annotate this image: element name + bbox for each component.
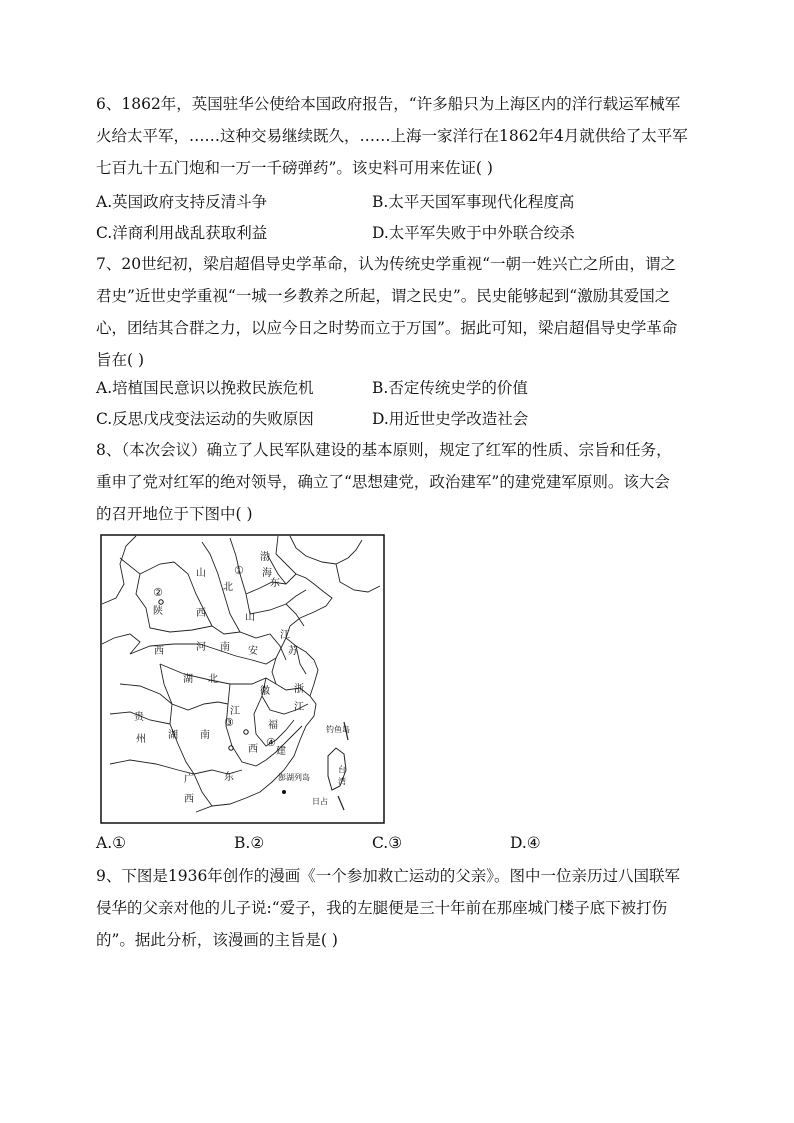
label-rizhan: 日占	[312, 797, 328, 806]
label-hubei-hu: 湖	[183, 674, 193, 685]
label-jiangxi-jiang: 江	[230, 706, 240, 717]
label-jiangxi-xi: 西	[248, 744, 258, 755]
option-d[interactable]: D.太平军失败于中外联合绞杀	[372, 224, 575, 242]
label-jiangsu-jiang: 江	[280, 630, 290, 641]
marker-4: ④	[266, 736, 276, 749]
label-diaoyu: 钓鱼岛	[326, 725, 350, 734]
option-c[interactable]: C.③	[372, 834, 403, 852]
label-fujian-fu: 福	[268, 720, 278, 731]
question-7-line: 旨在( )	[96, 351, 145, 369]
map-svg	[100, 534, 385, 824]
option-d[interactable]: D.用近世史学改造社会	[372, 410, 529, 428]
label-bohai2: 海	[262, 568, 272, 579]
label-guangxi-xi: 西	[184, 794, 194, 805]
label-anhui-an: 安	[248, 646, 258, 657]
label-anhui-hui: 徽	[260, 686, 270, 697]
question-7-stem	[96, 248, 706, 376]
option-d[interactable]: D.④	[510, 834, 541, 852]
option-c[interactable]: C.洋商利用战乱获取利益	[96, 224, 268, 242]
option-b[interactable]: B.太平天国军事现代化程度高	[372, 193, 575, 211]
option-b[interactable]: B.②	[234, 834, 265, 852]
question-7-line: 心，团结其合群之力，以应今日之时势而立于万国”。据此可知，梁启超倡导史学革命	[96, 319, 678, 337]
marker-1: ①	[234, 564, 244, 577]
label-hubei-bei: 北	[208, 674, 218, 685]
label-shanxi: 山	[196, 568, 206, 579]
question-7-line: 君史”近世史学重视“一城一乡教养之所起，谓之民史”。民史能够起到“激励其爱国之	[96, 287, 671, 305]
question-9-line: 9、下图是1936年创作的漫画《一个参加救亡运动的父亲》。图中一位亲历过八国联军	[96, 867, 681, 885]
label-zhejiang-jiang: 江	[294, 702, 304, 713]
label-shanxi2: 西	[196, 608, 206, 619]
marker-2: ②	[153, 586, 163, 599]
question-8-line: 的召开地位于下图中( )	[96, 505, 253, 523]
label-henan-he: 河	[196, 642, 206, 653]
question-6-options	[96, 190, 716, 252]
question-9-line: 的”。据此分析，该漫画的主旨是( )	[96, 931, 338, 949]
penghu-dot	[282, 790, 286, 794]
option-c[interactable]: C.反思戊戌变法运动的失败原因	[96, 410, 314, 428]
label-guangdong-dong: 东	[224, 772, 234, 783]
label-shaanxi-xi: 西	[154, 646, 164, 657]
question-8-stem	[96, 434, 706, 530]
label-shandong-dong: 东	[270, 578, 280, 589]
label-hunan-hu: 湖	[168, 730, 178, 741]
question-9-stem	[96, 860, 706, 956]
question-7-line: 7、20世纪初，梁启超倡导史学革命，认为传统史学重视“一朝一姓兴亡之所由，谓之	[96, 255, 677, 273]
label-shaanxi: 陕	[153, 606, 163, 617]
label-guizhou-zhou: 州	[136, 734, 146, 745]
label-guangxi-guang: 广	[184, 774, 194, 785]
option-b[interactable]: B.否定传统史学的价值	[372, 379, 528, 397]
question-6-stem	[96, 88, 706, 184]
question-6-line: 6、1862年，英国驻华公使给本国政府报告，“许多船只为上海区内的洋行载运军械军	[96, 95, 681, 113]
question-6-line: 七百九十五门炮和一万一千磅弹药”。该史料可用来佐证( )	[96, 159, 493, 177]
label-zhejiang-zhe: 浙	[294, 684, 304, 695]
label-penghu: 澎湖列岛	[278, 773, 310, 782]
label-shandong-shan: 山	[245, 612, 255, 623]
label-hebei: 北	[223, 582, 233, 593]
label-hunan-nan: 南	[200, 730, 210, 741]
question-9-line: 侵华的父亲对他的儿子说:“爱子，我的左腿便是三十年前在那座城门楼子底下被打伤	[96, 899, 668, 917]
label-guizhou-gui: 贵	[134, 712, 144, 723]
label-taiwan-wan: 湾	[338, 777, 346, 786]
question-8-line: 重申了党对红军的绝对领导，确立了“思想建党，政治建军”的建党建军原则。该大会	[96, 473, 670, 491]
label-fujian-jian: 建	[276, 746, 286, 757]
option-a[interactable]: A.①	[96, 834, 127, 852]
label-taiwan-tai: 台	[338, 765, 346, 774]
option-a[interactable]: A.英国政府支持反清斗争	[96, 193, 268, 211]
china-map-figure	[100, 534, 385, 824]
marker-3: ③	[224, 716, 234, 729]
label-bohai: 渤	[260, 552, 270, 563]
question-7-options	[96, 376, 716, 438]
question-8-line: 8、（本次会议）确立了人民军队建设的基本原则，规定了红军的性质、宗旨和任务，	[96, 441, 672, 459]
label-henan-nan: 南	[220, 642, 230, 653]
option-a[interactable]: A.培植国民意识以挽救民族危机	[96, 379, 314, 397]
label-jiangsu-su: 苏	[288, 646, 298, 657]
question-6-line: 火给太平军，……这种交易继续既久，……上海一家洋行在1862年4月就供给了太平军	[96, 127, 688, 145]
